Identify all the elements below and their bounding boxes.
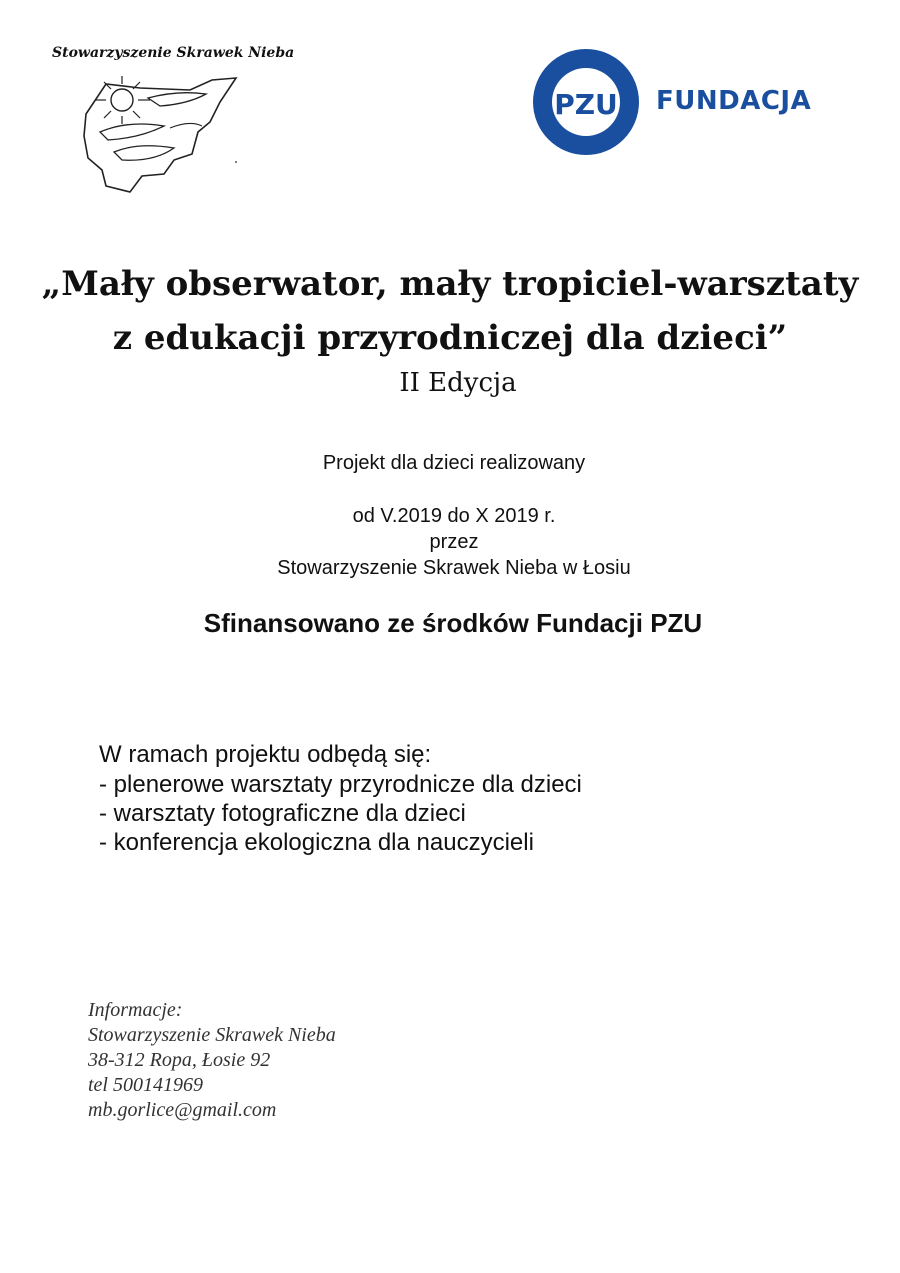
list-item: - warsztaty fotograficzne dla dzieci (99, 800, 466, 827)
info-org: Stowarzyszenie Skrawek Nieba (88, 1024, 336, 1046)
funding-statement: Sfinansowano ze środków Fundacji PZU (203, 608, 703, 638)
list-item: - konferencja ekologiczna dla nauczycieli (99, 829, 534, 856)
project-dates: od V.2019 do X 2019 r. (352, 505, 556, 527)
list-item: - plenerowe warsztaty przyrodnicze dla dzieci (99, 771, 582, 798)
info-address: 38-312 Ropa, Łosie 92 (88, 1049, 271, 1071)
project-organizer: Stowarzyszenie Skrawek Nieba w Łosiu (277, 557, 631, 579)
activities-heading: W ramach projektu odbędą się: (99, 741, 432, 768)
org-map-logo-icon (78, 70, 244, 196)
pzu-foundation-label: FUNDACJA (656, 86, 812, 116)
project-line-1: Projekt dla dzieci realizowany (322, 452, 586, 474)
title-line-2: z edukacji przyrodniczej dla dzieci” (112, 318, 788, 358)
edition: II Edycja (399, 368, 517, 398)
info-heading: Informacje: (88, 999, 183, 1021)
info-email: mb.gorlice@gmail.com (88, 1099, 277, 1121)
info-phone: tel 500141969 (88, 1074, 203, 1096)
pzu-logo-text: PZU (554, 88, 618, 121)
title-line-1: „Mały obserwator, mały tropiciel-warsztaty (41, 264, 859, 304)
pzu-logo-icon (532, 48, 640, 156)
org-name: Stowarzyszenie Skrawek Nieba (52, 45, 295, 61)
project-line-3: przez (429, 531, 479, 553)
